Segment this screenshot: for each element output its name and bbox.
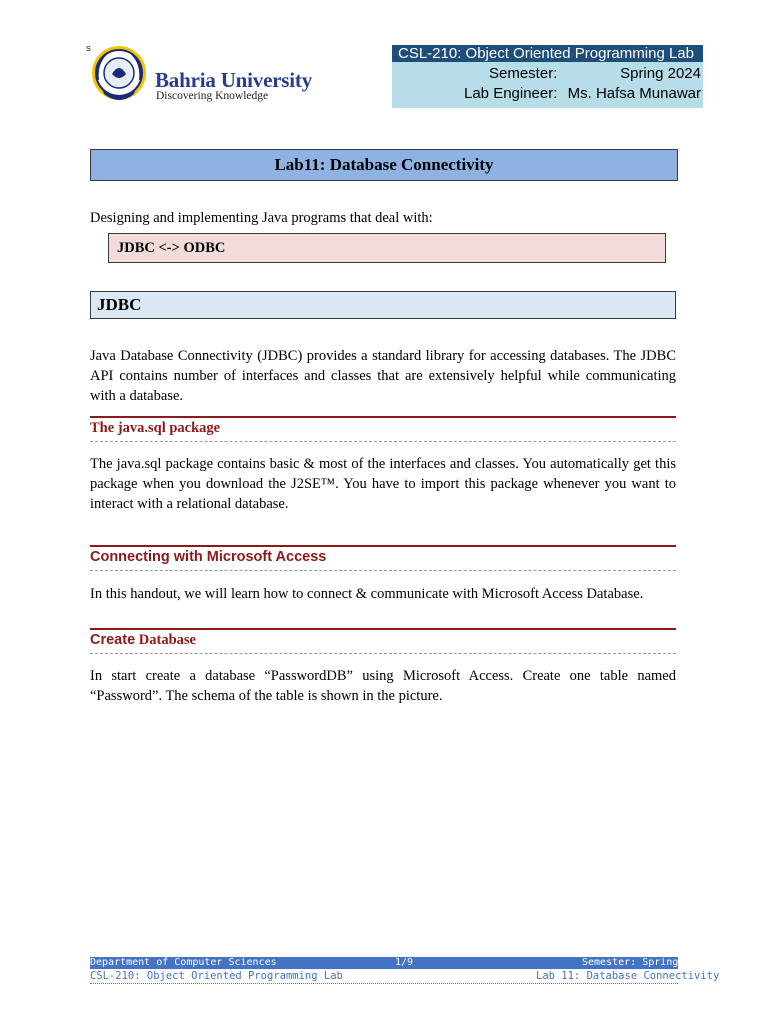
page-footer [90, 957, 720, 984]
footer-page-number: 1/9 [395, 957, 414, 968]
paragraph-access: In this handout, we will learn how to connect & communicate with Microsoft Access Database. [90, 586, 644, 602]
dashed-rule [90, 441, 676, 442]
semester-label: Semester: [489, 65, 558, 82]
course-title: CSL-210: Object Oriented Programming Lab [392, 45, 703, 62]
university-name: Bahria University [155, 68, 313, 92]
subheading-database-word: Database [135, 632, 196, 648]
subheading-java-sql-package [90, 416, 676, 440]
intro-text: Designing and implementing Java programs that deal with: [90, 210, 433, 226]
university-emblem-icon [90, 44, 148, 106]
logo-mark-s: S [86, 46, 91, 53]
subheading-label [90, 632, 196, 649]
subheading-label: Connecting with Microsoft Access [90, 549, 327, 565]
semester-value: Spring 2024 [620, 65, 701, 82]
university-logo [86, 44, 326, 110]
paragraph-jdbc: Java Database Connectivity (JDBC) provides a standard library for accessing databases. The JDBC API contains number of interfaces and classes that are extensively helpful while communicating with a database. [90, 348, 676, 404]
university-tagline: Discovering Knowledge [156, 90, 269, 102]
footer-second-row [90, 969, 720, 984]
paragraph-package: The java.sql package contains basic & most of the interfaces and classes. You automatically get this package when you download the J2SE™. You have to import this package whenever you want to interact with a relational database. [90, 456, 676, 512]
dashed-rule [90, 570, 676, 571]
footer-bar [90, 957, 709, 969]
dashed-rule [90, 653, 676, 654]
engineer-label: Lab Engineer: [464, 85, 558, 102]
topic-box: JDBC <-> ODBC [108, 233, 666, 263]
course-meta [392, 62, 703, 108]
lab-title: Lab11: Database Connectivity [90, 149, 678, 181]
engineer-row [392, 84, 703, 104]
subheading-create-database [90, 628, 676, 652]
section-heading-jdbc: JDBC [90, 291, 676, 319]
footer-lab-title: Lab 11: Database Connectivity [536, 970, 720, 982]
footer-semester: Semester: Spring 2024 [582, 957, 709, 968]
engineer-value: Ms. Hafsa Munawar [567, 85, 701, 102]
course-info-box [392, 45, 703, 108]
paragraph-create: In start create a database “PasswordDB” using Microsoft Access. Create one table named “Password”. The schema of the table is shown in the picture. [90, 668, 676, 704]
footer-course: CSL-210: Object Oriented Programming Lab [90, 970, 343, 982]
subheading-create-word: Create [90, 632, 136, 648]
subheading-microsoft-access [90, 545, 676, 569]
subheading-label: The java.sql package [90, 420, 221, 436]
semester-row [392, 64, 703, 84]
footer-department: Department of Computer Sciences [90, 957, 277, 968]
